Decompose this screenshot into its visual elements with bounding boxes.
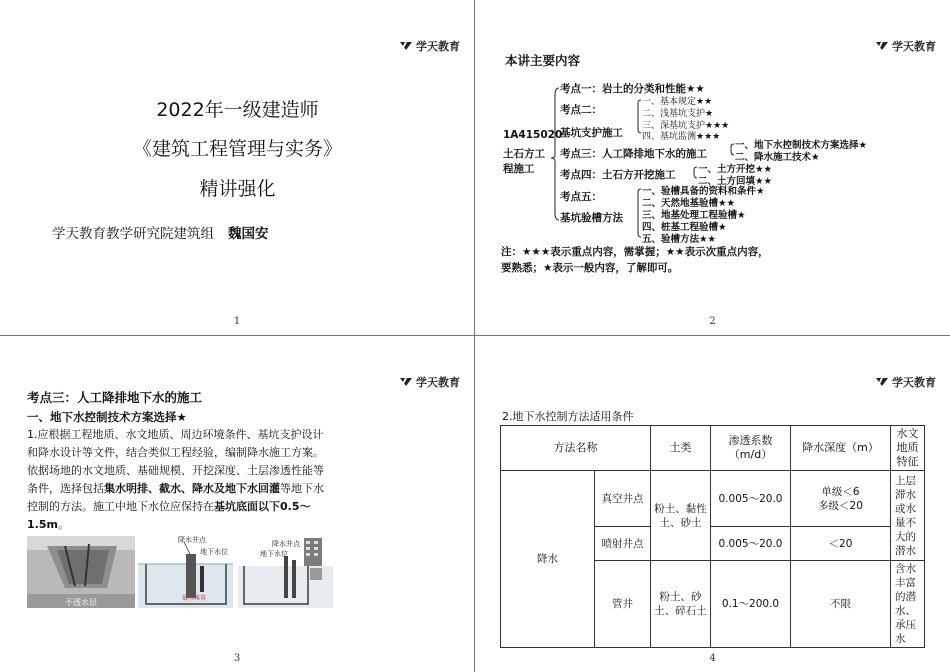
table-header-row xyxy=(501,426,925,471)
brand-logo xyxy=(399,374,460,390)
page-number: 2 xyxy=(709,316,716,327)
well-label-2: 降水井点 xyxy=(272,540,300,548)
course-type-title: 精讲强化 xyxy=(199,178,276,200)
bracket-p2 xyxy=(638,100,641,133)
slide-3 xyxy=(0,336,475,672)
brand-logo xyxy=(399,38,460,54)
point-5-item-1: 一、验槽具备的资料和条件★ xyxy=(642,186,765,197)
point-3-item-2: 二、降水施工技术★ xyxy=(735,152,820,163)
point-5-item-2: 二、天然地基验槽★★ xyxy=(642,198,736,209)
depth-single: 单级＜6 xyxy=(821,485,860,498)
page-number: 4 xyxy=(709,653,716,664)
table-row xyxy=(501,471,925,527)
header-soil: 土类 xyxy=(651,426,711,471)
brand-logo xyxy=(875,374,936,390)
outline-heading: 本讲主要内容 xyxy=(505,53,581,68)
point-2-title: 基坑支护施工 xyxy=(560,127,623,139)
water-level-label: 地下水位 xyxy=(200,548,228,556)
body-paragraph xyxy=(27,426,332,534)
soil-cell: 粉土、黏性土、砂土 xyxy=(651,471,711,561)
curtain-label: 截水帷幕 xyxy=(182,595,207,602)
para-bold-2: 基坑底面以下0.5～1.5m xyxy=(27,500,311,531)
author-name: 魏国安 xyxy=(228,226,269,242)
point-1: 考点一：岩土的分类和性能★★ xyxy=(560,83,705,95)
dewatering-well-illustration xyxy=(138,536,233,608)
point-2-label: 考点二： xyxy=(560,104,602,116)
depth-multi: 多级＜20 xyxy=(818,499,863,512)
bracket-p3 xyxy=(731,144,734,155)
legend-note xyxy=(501,244,801,276)
course-year-title: 2022年一级建造师 xyxy=(156,99,319,121)
slide-2 xyxy=(475,0,950,336)
point-2-item-4: 四、基坑监测★★★ xyxy=(642,132,721,142)
para-bold-1: 集水明排、截水、降水及地下水回灌 xyxy=(104,482,280,495)
k-cell: 0.005～20.0 xyxy=(711,471,791,527)
point-5-item-3: 三、地基处理工程验槽★ xyxy=(642,210,746,221)
impermeable-layer-label: 不透水层 xyxy=(65,598,97,607)
k-cell: 0.1～200.0 xyxy=(711,561,791,648)
point-3: 考点三：人工降排地下水的施工 xyxy=(560,148,707,160)
brand-text: 学天教育 xyxy=(892,376,936,389)
method-cell: 喷射井点 xyxy=(595,527,651,561)
point-5-item-4: 四、桩基工程验槽★ xyxy=(642,222,727,233)
feature-cell: 上层滞水或水量不大的潜水 xyxy=(891,471,925,561)
slide-1 xyxy=(0,0,475,336)
page-number: 3 xyxy=(233,653,241,664)
header-k: 渗透系数（m/d） xyxy=(711,426,791,471)
soil-cell: 粉土、砂土、碎石土 xyxy=(651,561,711,648)
well-building-illustration xyxy=(238,536,333,608)
point-4-item-1: 一、土方开挖★★ xyxy=(698,164,773,175)
slide-4 xyxy=(475,336,950,672)
author-line xyxy=(52,222,269,242)
point-3-item-1: 一、地下水控制技术方案选择★ xyxy=(735,140,868,151)
brand-text: 学天教育 xyxy=(892,40,936,53)
method-cell: 真空井点 xyxy=(595,471,651,527)
header-method: 方法名称 xyxy=(501,426,651,471)
depth-cell: ＜20 xyxy=(791,527,891,561)
depth-cell: 不限 xyxy=(791,561,891,648)
water-level-label-2: 地下水位 xyxy=(260,550,288,558)
header-depth: 降水深度（m） xyxy=(791,426,891,471)
logo-icon xyxy=(875,377,889,387)
brand-text: 学天教育 xyxy=(416,40,460,53)
point-4-item-2: 二、土方回填★★ xyxy=(698,176,773,187)
header-feature: 水文地质特征 xyxy=(891,426,925,471)
k-cell: 0.005～20.0 xyxy=(711,527,791,561)
main-bracket xyxy=(551,88,559,220)
point-5-title: 基坑验槽方法 xyxy=(560,212,623,224)
para-part-3: 。 xyxy=(57,518,69,531)
section-heading: 考点三：人工降排地下水的施工 xyxy=(27,390,203,405)
bracket-p5 xyxy=(638,189,641,237)
group-cell: 降水 xyxy=(501,471,595,648)
excavation-illustration xyxy=(27,536,135,608)
org-name: 学天教育教学研究院建筑组 xyxy=(52,226,214,242)
table-caption: 2.地下水控制方法适用条件 xyxy=(502,410,634,423)
brand-text: 学天教育 xyxy=(416,376,460,389)
root-line-2: 程施工 xyxy=(503,163,535,175)
point-5-item-5: 五、验槽方法★★ xyxy=(642,234,717,245)
point-2-item-3: 三、深基坑支护★★★ xyxy=(642,121,730,131)
legend-note-line-1: 注：★★★表示重点内容，需掌握；★★表示次重点内容， xyxy=(501,246,769,258)
root-line-1: 土石方工 xyxy=(503,148,545,160)
well-label: 降水井点 xyxy=(178,536,206,544)
course-name-title: 《建筑工程管理与实务》 xyxy=(132,138,342,160)
depth-cell xyxy=(791,471,891,527)
logo-icon xyxy=(399,41,413,51)
method-cell: 管井 xyxy=(595,561,651,648)
point-5-label: 考点五： xyxy=(560,191,602,203)
point-4: 考点四：土石方开挖施工 xyxy=(560,169,676,181)
para-part-2: 等地下水控制的方法。施工中地下水位应保持在 xyxy=(27,482,324,513)
bracket-p4 xyxy=(694,167,697,178)
point-2-item-1: 一、基本规定★★ xyxy=(642,97,713,107)
feature-cell: 含水丰富的潜水、承压水 xyxy=(891,561,925,648)
para-part-1: 1.应根据工程地质、水文地质、周边环境条件、基坑支护设计和降水设计等文件，结合类似工程经验，编制降水施工方案。依据场地的水文地质、基础规模、开挖深度、土层渗透性能等条件，选择包括 xyxy=(27,428,324,495)
subsection-heading: 一、地下水控制技术方案选择★ xyxy=(27,410,187,424)
point-2-item-2: 二、浅基坑支护★ xyxy=(642,109,714,119)
page-number: 1 xyxy=(233,316,241,327)
root-code: 1A415020 xyxy=(503,129,563,141)
logo-icon xyxy=(399,377,413,387)
method-table xyxy=(500,425,925,648)
legend-note-line-2: 要熟悉；★表示一般内容，了解即可。 xyxy=(501,262,679,274)
